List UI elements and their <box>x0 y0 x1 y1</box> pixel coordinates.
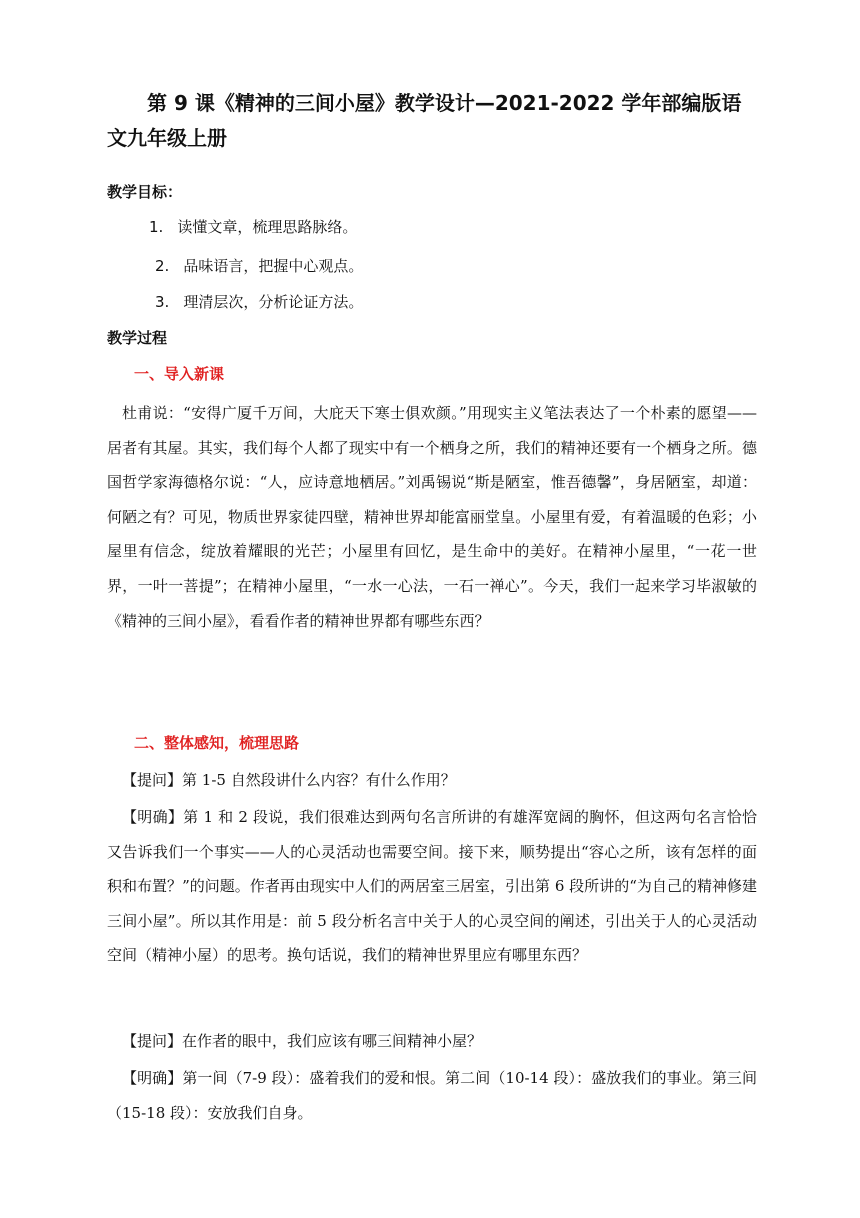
answer-text: 第 1 和 2 段说，我们很难达到两句名言所讲的有雄浑宽阔的胸怀，但这两句名言恰恰又告诉我们一个事实——人的心灵活动也需要空间。接下来，顺势提出“容心之所，该有怎样的面积和布置？”的问题。作者再由现实中人们的两居室三居室，引出第 6 段所讲的“为自己的精神修建三间小屋”。所以其作用是：前 5 段分析名言中关于人的心灵空间的阐述，引出关于人的心灵活动空间（精神小屋）的思考。换句话说，我们的精神世界里应有哪里东西？ <box>107 808 757 965</box>
answer-tag: 【明确】 <box>122 1069 183 1087</box>
section-2-heading: 二、整体感知，梳理思路 <box>134 734 300 752</box>
objective-item-2 <box>155 255 363 276</box>
answer-tag: 【明确】 <box>122 808 184 826</box>
question-tag: 【提问】 <box>122 771 183 789</box>
question-text: 第 1-5 自然段讲什么内容？有什么作用？ <box>182 771 456 789</box>
objectives-heading: 教学目标： <box>107 183 183 201</box>
objective-item-1 <box>149 216 357 237</box>
answer-1 <box>107 800 757 973</box>
objective-text: 品味语言，把握中心观点。 <box>183 257 364 275</box>
objective-text: 理清层次，分析论证方法。 <box>183 293 364 311</box>
objective-number: 3. <box>155 293 170 311</box>
section-1-heading: 一、导入新课 <box>134 365 225 383</box>
answer-2 <box>107 1061 757 1130</box>
objective-item-3 <box>155 291 363 312</box>
document-title: 第 9 课《精神的三间小屋》教学设计—2021-2022 学年部编版语文九年级上册 <box>107 91 742 150</box>
process-heading: 教学过程 <box>107 329 168 347</box>
question-1 <box>107 763 757 798</box>
answer-text: 第一间（7-9 段）：盛着我们的爱和恨。第二间（10-14 段）：盛放我们的事业。第三间（15-18 段）：安放我们自身。 <box>107 1069 757 1122</box>
section-1-paragraph: 杜甫说：“安得广厦千万间，大庇天下寒士俱欢颜。”用现实主义笔法表达了一个朴素的愿望——居者有其屋。其实，我们每个人都了现实中有一个栖身之所，我们的精神还要有一个栖身之所。德国哲学家海德格尔说：“人，应诗意地栖居。”刘禹锡说“斯是陋室，惟吾德馨”，身居陋室，却道：何陋之有？可见，物质世界家徒四壁，精神世界却能富丽堂皇。小屋里有爱，有着温暖的色彩；小屋里有信念，绽放着耀眼的光芒；小屋里有回忆，是生命中的美好。在精神小屋里，“一花一世界，一叶一菩提”；在精神小屋里，“一水一心法，一石一禅心”。今天，我们一起来学习毕淑敏的《精神的三间小屋》，看看作者的精神世界都有哪些东西？ <box>107 404 757 630</box>
objective-text: 读懂文章，梳理思路脉络。 <box>177 218 358 236</box>
question-2 <box>107 1024 757 1059</box>
objective-number: 2. <box>155 257 170 275</box>
question-text: 在作者的眼中，我们应该有哪三间精神小屋？ <box>182 1032 483 1050</box>
objective-number: 1. <box>149 218 164 236</box>
question-tag: 【提问】 <box>122 1032 183 1050</box>
